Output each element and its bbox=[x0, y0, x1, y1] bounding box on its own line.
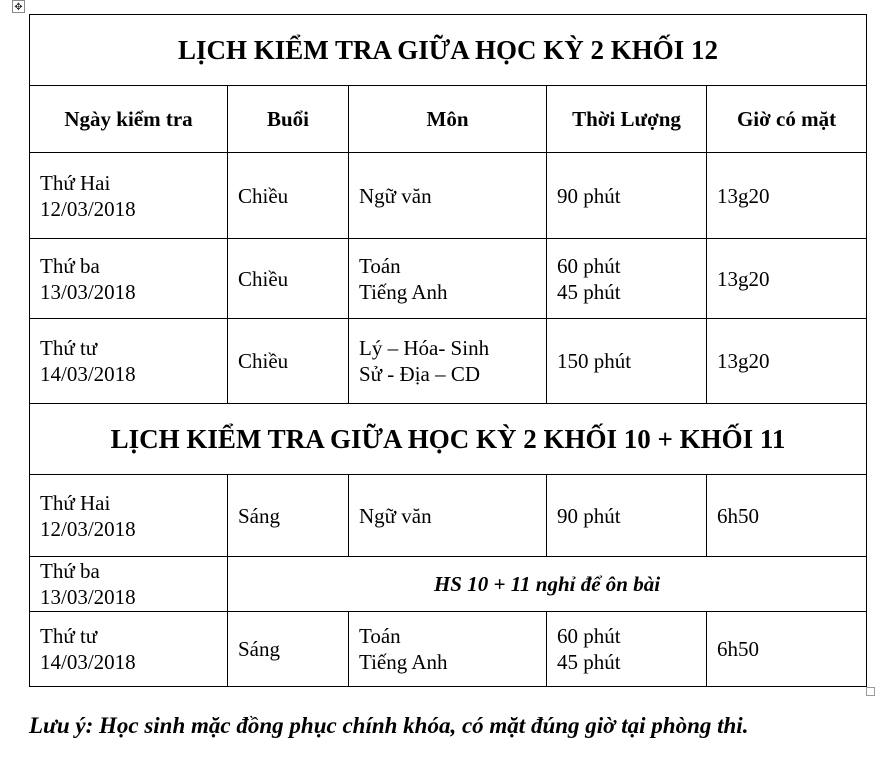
table-row bbox=[30, 319, 867, 404]
day-name: Thứ tư bbox=[40, 624, 98, 648]
subject-name: Ngữ văn bbox=[359, 183, 432, 208]
session-cell: Chiều bbox=[228, 319, 349, 404]
session-cell: Sáng bbox=[228, 612, 349, 687]
duration-value: 60 phút bbox=[557, 253, 621, 278]
table-row bbox=[30, 612, 867, 687]
header-session: Buổi bbox=[228, 86, 349, 153]
day-name: Thứ Hai bbox=[40, 490, 111, 515]
duration-value: 90 phút bbox=[557, 503, 621, 528]
table-resize-handle[interactable] bbox=[866, 687, 875, 696]
day-name: Thứ Hai bbox=[40, 170, 111, 195]
date-value: 14/03/2018 bbox=[40, 650, 136, 674]
date-value: 12/03/2018 bbox=[40, 516, 136, 541]
arrival-cell: 13g20 bbox=[707, 239, 867, 319]
duration-cell bbox=[547, 153, 707, 239]
table-move-handle-icon[interactable]: ✥ bbox=[12, 0, 25, 13]
date-value: 12/03/2018 bbox=[40, 196, 136, 221]
duration-cell bbox=[547, 319, 707, 404]
duration-cell bbox=[547, 612, 707, 687]
header-subject: Môn bbox=[349, 86, 547, 153]
session-cell: Chiều bbox=[228, 239, 349, 319]
duration-cell bbox=[547, 475, 707, 557]
duration-value: 45 phút bbox=[557, 650, 621, 674]
subject-cell bbox=[349, 475, 547, 557]
section2-title: LỊCH KIỂM TRA GIỮA HỌC KỲ 2 KHỐI 10 + KHỐI 11 bbox=[30, 404, 867, 475]
date-value: 13/03/2018 bbox=[40, 585, 136, 609]
subject-name: Ngữ văn bbox=[359, 503, 432, 528]
date-cell bbox=[30, 153, 228, 239]
subject-name: Toán bbox=[359, 624, 401, 648]
subject-cell bbox=[349, 612, 547, 687]
date-cell bbox=[30, 612, 228, 687]
subject-name: Toán bbox=[359, 253, 401, 278]
date-cell bbox=[30, 475, 228, 557]
table-row bbox=[30, 239, 867, 319]
session-cell: Chiều bbox=[228, 153, 349, 239]
subject-cell bbox=[349, 319, 547, 404]
date-cell bbox=[30, 557, 228, 612]
subject-name: Sử - Địa – CD bbox=[359, 362, 481, 386]
day-name: Thứ ba bbox=[40, 559, 100, 583]
subject-name: Tiếng Anh bbox=[359, 650, 448, 674]
arrival-cell: 13g20 bbox=[707, 319, 867, 404]
header-arrival-time: Giờ có mặt bbox=[707, 86, 867, 153]
duration-value: 90 phút bbox=[557, 183, 621, 208]
duration-value: 150 phút bbox=[557, 349, 632, 373]
section2-title-row bbox=[30, 404, 867, 475]
subject-cell bbox=[349, 153, 547, 239]
day-name: Thứ tư bbox=[40, 336, 98, 360]
rest-day-note: HS 10 + 11 nghỉ để ôn bài bbox=[228, 557, 867, 612]
footer-note: Lưu ý: Học sinh mặc đồng phục chính khóa, có mặt đúng giờ tại phòng thi. bbox=[29, 713, 749, 738]
date-cell bbox=[30, 239, 228, 319]
arrival-cell: 6h50 bbox=[707, 475, 867, 557]
duration-cell bbox=[547, 239, 707, 319]
arrival-cell: 6h50 bbox=[707, 612, 867, 687]
subject-cell bbox=[349, 239, 547, 319]
date-value: 14/03/2018 bbox=[40, 362, 136, 386]
arrival-cell: 13g20 bbox=[707, 153, 867, 239]
session-cell: Sáng bbox=[228, 475, 349, 557]
date-value: 13/03/2018 bbox=[40, 279, 136, 304]
subject-name: Tiếng Anh bbox=[359, 279, 448, 304]
table-row bbox=[30, 475, 867, 557]
duration-value: 60 phút bbox=[557, 624, 621, 648]
subject-name: Lý – Hóa- Sinh bbox=[359, 336, 490, 360]
duration-value: 45 phút bbox=[557, 279, 621, 304]
header-duration: Thời Lượng bbox=[547, 86, 707, 153]
section1-title: LỊCH KIỂM TRA GIỮA HỌC KỲ 2 KHỐI 12 bbox=[30, 15, 867, 86]
exam-schedule-table bbox=[29, 14, 867, 687]
day-name: Thứ ba bbox=[40, 253, 100, 278]
section1-title-row bbox=[30, 15, 867, 86]
date-cell bbox=[30, 319, 228, 404]
header-row bbox=[30, 86, 867, 153]
table-row bbox=[30, 557, 867, 612]
header-date: Ngày kiểm tra bbox=[30, 86, 228, 153]
table-row bbox=[30, 153, 867, 239]
